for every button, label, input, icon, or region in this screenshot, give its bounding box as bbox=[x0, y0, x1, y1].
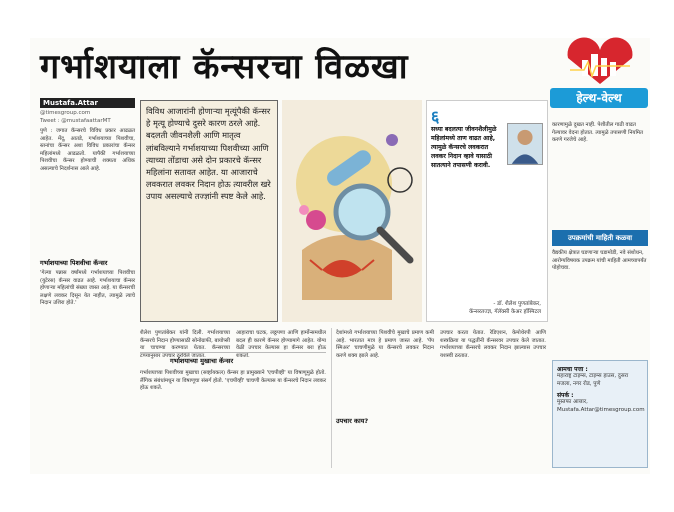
health-wealth-logo bbox=[550, 42, 648, 110]
contact-panel bbox=[552, 360, 648, 468]
col1-intro: पुणे : जगात कॅन्सरचे विविध प्रकार आढळत आहेत. मेंदू, आतडे, गर्भाशयाच्या पिशवीचा, स्तनांचा कॅन्सर अशा विविध प्रकारांचा कॅन्सर महिलांमध्ये आढळतो. यापैकी गर्भाशयाच्या पिशवीचा कॅन्सर होण्याची शक्यता अधिक असल्याचे निदर्शनास आले आहे. bbox=[40, 128, 135, 172]
col5-body: उपचार करता येतात. रेडिएशन, केमोथेरपी आणि शस्त्रक्रिया या पद्धतींनी कॅन्सरवर उपचार केले जातात. गर्भाशयाच्या कॅन्सरचे लवकर निदान झाल्यास उपचार यशस्वी ठरतात. bbox=[440, 330, 546, 359]
signature-name: - डॉ. शैलेश पुणतांबेकर, bbox=[493, 301, 541, 307]
logo-text: हेल्थ-वेल्थ bbox=[550, 88, 648, 108]
signature-role: कॅन्सरतज्ज्ञ, गॅलॅक्सी केअर हॉस्पिटल bbox=[469, 309, 541, 315]
cancer-illustration bbox=[282, 100, 422, 322]
section-divider bbox=[140, 352, 326, 353]
byline bbox=[40, 98, 135, 124]
col23-body: गर्भाशयाच्या पिशवीच्या मुखाचा (सर्व्हायकल) कॅन्सर हा प्रामुख्याने 'एचपीव्ही' या विषाणूमुळे होतो. लैंगिक संबंधांमधून या विषाणूचा संसर्ग होतो. 'एचपीव्ही' चाचणी केल्यास या कॅन्सरचे निदान लवकर होऊ शकते. bbox=[140, 370, 326, 391]
quote-text: सध्या बदलत्या जीवनशैलीमुळे महिलांमध्ये ताण वाढत आहे, त्यामुळे कॅन्सरचे लवकरात लवकर निदान व्हावे यासाठी सातत्याने तपासणी करावी. bbox=[431, 126, 497, 169]
sidebar-body: वैद्यकीय क्षेत्रात घडणाऱ्या घडामोडी, नवे संशोधन, आरोग्यविषयक उपक्रम यांची माहिती आमच्यापर्यंत पोहोचवा. bbox=[552, 250, 647, 271]
col23-subhead: गर्भाशयाच्या मुखाचा कॅन्सर bbox=[170, 357, 234, 365]
address-value: महाराष्ट्र टाइम्स, टाइम्स हाउस, दुसरा मजला, नगर रोड, पुणे bbox=[557, 373, 629, 387]
contact-label: संपर्क : bbox=[557, 392, 574, 399]
pull-quote: विविध आजारांनी होणाऱ्या मृत्यूंपैकी कॅन्सर हे मृत्यू होण्याचे दुसरे कारण ठरले आहे. बदलती जीवनशैली आणि मातृत्व लांबविल्याने गर्भाशयाच्या पिशवीच्या आणि त्याच्या तोंडाचा असे दोन प्रकारचे कॅन्सर महिलांना सतावत आहेत. या आजाराचे लवकरात लवकर निदान होऊ त्यावरील खरे उपाय असल्याचे तज्ज्ञांनी स्पष्ट केले आहे. bbox=[140, 100, 278, 322]
heart-city-icon bbox=[560, 42, 640, 86]
address-label: आमचा पत्ता : bbox=[557, 366, 588, 373]
column-rule bbox=[331, 328, 332, 468]
col3-body: आहाराचा घटक, लठ्ठपणा आणि हार्मोन्समधील बदल ही कारणे कॅन्सर होण्यामागे आहेत. योग्य वेळी उपचार केल्यास हा कॅन्सर बरा होऊ शकतो. bbox=[236, 330, 326, 359]
headline: गर्भाशयाला कॅन्सरचा विळखा bbox=[40, 47, 409, 87]
sidebar-box-title: उपक्रमांची माहिती कळवा bbox=[552, 230, 648, 246]
col1-subhead: गर्भाशयाच्या पिशवीचा कॅन्सर bbox=[40, 259, 108, 267]
col4-body: देशांमध्ये गर्भाशयाच्या पिशवीचे मुखाचे प्रमाण कमी आहे. भारतात मात्र हे प्रमाण जास्त आहे. 'पॅप स्मिअर' चाचणीमुळे या कॅन्सरचे लवकर निदान करणे शक्य झाले आहे. bbox=[336, 330, 434, 359]
quote-signature bbox=[469, 299, 541, 315]
col4-subhead: उपचार काय? bbox=[336, 417, 369, 425]
doctor-photo bbox=[507, 123, 543, 165]
sidebar-top-text: कारणामुळे दुखत नाही. पेशीतील गाठी वाढत गेल्यावर वेदना होतात. त्यामुळे तपासणी नियमित करणे गरजेचे आहे. bbox=[552, 122, 644, 143]
sidebar bbox=[552, 122, 648, 470]
author-twitter: Tweet : @mustafaattarMT bbox=[40, 118, 111, 124]
author-name: Mustafa.Attar bbox=[40, 98, 135, 108]
author-email: @timesgroup.com bbox=[40, 110, 91, 116]
col1-body: 'गेल्या पन्नास वर्षांमध्ये गर्भाशयाच्या पिशवीचा (युटेरस) कॅन्सर वाढत आहे. गर्भाशयाचा कॅन्सर होणाऱ्या महिलांची संख्या जास्त आहे. या कॅन्सरची लक्षणे लवकर दिसून येत नाहीत, त्यामुळे त्याचे निदान उशिरा होते.' bbox=[40, 270, 135, 306]
col2-body: शैलेश पुणतांबेकर यांनी दिली. गर्भाशयाच्या कॅन्सरचे निदान होण्यासाठी सोनोग्राफी, बायोप्सी या चाचण्या करण्यात येतात. कॅन्सरच्या टप्प्यानुसार उपचार ठरविले जातात. bbox=[140, 330, 230, 359]
doctor-quote-box bbox=[426, 100, 548, 322]
contact-value: मुस्तफा आत्तार, Mustafa.Attar@timesgroup.com bbox=[557, 399, 645, 413]
quote-number: ६ bbox=[431, 107, 440, 126]
newspaper-page bbox=[30, 38, 650, 474]
